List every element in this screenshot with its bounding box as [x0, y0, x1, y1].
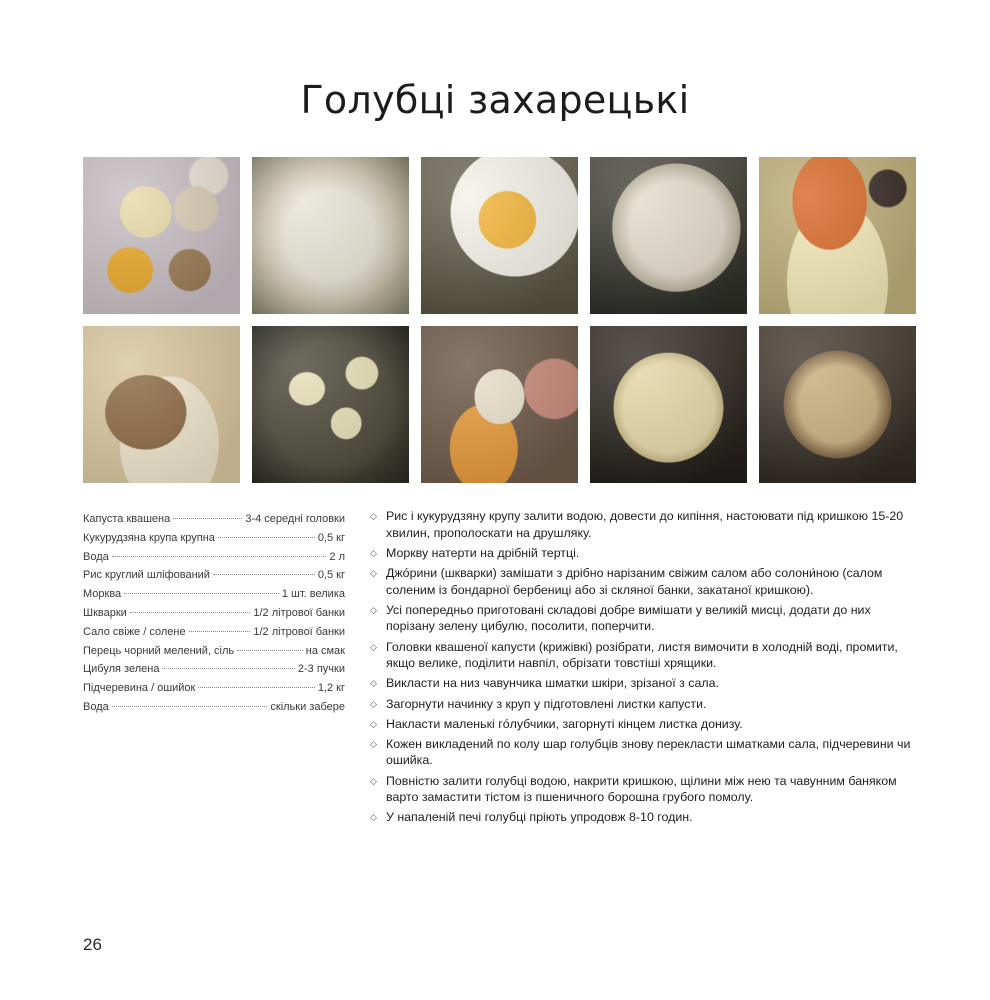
page-title: Голубці захарецькі — [300, 78, 690, 122]
diamond-bullet-icon: ◇ — [370, 775, 377, 786]
photo-corn-grits — [421, 157, 578, 314]
instruction-step — [370, 736, 918, 769]
ingredient-row — [83, 623, 345, 642]
dot-leader — [218, 537, 315, 538]
photo-baked-rolls — [759, 326, 916, 483]
ingredient-quantity: 2 л — [329, 550, 345, 563]
diamond-bullet-icon: ◇ — [370, 511, 377, 521]
instruction-step — [370, 639, 918, 672]
page-number: 26 — [83, 935, 102, 954]
instruction-text: Накласти маленькі гóлубчики, загорнуті кінцем листка донизу. — [386, 716, 743, 731]
ingredient-quantity: 2-3 пучки — [297, 663, 345, 676]
instruction-step — [370, 675, 918, 692]
instruction-step — [370, 565, 918, 598]
instruction-step — [370, 773, 918, 806]
ingredient-quantity: 1 шт. велика — [281, 588, 345, 601]
ingredient-quantity: 0,5 кг — [317, 531, 345, 544]
ingredient-name: Підчеревина / ошийок — [83, 682, 196, 695]
ingredient-row — [83, 660, 345, 679]
ingredient-quantity: на смак — [305, 644, 345, 657]
dot-leader — [189, 631, 251, 632]
instruction-text: Рис і кукурудзяну крупу залити водою, довести до кипіння, настоювати під кришкою 15-20 хвилин, прополоскати на друшляку. — [386, 509, 904, 540]
photo-wrapping-rolls — [421, 326, 578, 483]
photo-pouring-rice — [590, 157, 747, 314]
instructions-list — [370, 508, 918, 830]
dot-leader — [124, 593, 279, 594]
instruction-text: Усі попередньо приготовані складові добре вимішати у великій мисці, додати до них порізану зелену цибулю, посолити, поперчити. — [386, 602, 871, 634]
instruction-step — [370, 696, 918, 713]
instruction-text: Викласти на низ чавунчика шматки шкіри, зрізаної з сала. — [386, 676, 719, 691]
ingredient-name: Шкварки — [83, 606, 127, 619]
dot-leader — [173, 518, 242, 519]
ingredient-row — [83, 529, 345, 548]
ingredient-name: Сало свіже / солене — [83, 625, 186, 638]
ingredient-quantity: 1,2 кг — [317, 682, 345, 695]
dot-leader — [198, 687, 314, 688]
instruction-step — [370, 545, 918, 562]
instruction-text: У напаленій печі голубці пріють упродовж 8-10 годин. — [386, 810, 693, 825]
ingredient-name: Капуста квашена — [83, 513, 171, 525]
dot-leader — [237, 650, 303, 651]
ingredient-name: Рис круглий шліфований — [83, 569, 210, 582]
dot-leader — [112, 556, 327, 557]
dot-leader — [112, 706, 268, 707]
photo-cabbage-leaves — [252, 157, 409, 314]
photo-rolls-arranged-in-circle — [590, 326, 747, 483]
ingredient-row — [83, 548, 345, 567]
diamond-bullet-icon: ◇ — [370, 738, 377, 749]
instruction-step — [370, 716, 918, 733]
photo-mixing-filling — [83, 326, 240, 483]
ingredient-row — [83, 585, 345, 604]
diamond-bullet-icon: ◇ — [370, 567, 377, 578]
diamond-bullet-icon: ◇ — [370, 718, 377, 729]
ingredient-name: Перець чорний мелений, сіль — [83, 644, 235, 657]
instruction-text: Повністю залити голубці водою, накрити кришкою, щілини між нею та чавунним баняком варто замастити тістом із пшеничного борошна грубого помолу. — [386, 773, 897, 805]
diamond-bullet-icon: ◇ — [370, 641, 377, 652]
photo-carrot-and-cracklings — [759, 157, 916, 314]
ingredient-quantity: скільки забере — [270, 700, 345, 713]
photo-ingredients-platter — [83, 157, 240, 314]
ingredient-row — [83, 510, 345, 529]
photo-fat-slices-in-pot — [252, 326, 409, 483]
ingredient-quantity: 3-4 середні головки — [245, 513, 345, 525]
instruction-text: Кожен викладений по колу шар голубців знову перекласти шматками сала, підчеревини чи ошийка. — [386, 736, 911, 768]
ingredient-name: Кукурудзяна крупа крупна — [83, 531, 215, 544]
ingredients-list — [83, 510, 345, 717]
photo-grid — [83, 157, 916, 455]
ingredient-row — [83, 642, 345, 661]
ingredient-row — [83, 566, 345, 585]
ingredient-name: Вода — [83, 700, 109, 713]
dot-leader — [213, 574, 315, 575]
diamond-bullet-icon: ◇ — [370, 547, 377, 558]
instruction-text: Головки квашеної капусти (крижівкі) розібрати, листя вимочити в холодній воді, промити, якщо велике, поділити навпіл, обрізати товстіші хрящики. — [386, 639, 898, 671]
dot-leader — [130, 612, 251, 613]
ingredient-name: Цибуля зелена — [83, 663, 160, 676]
instruction-step — [370, 602, 918, 635]
dot-leader — [162, 668, 294, 669]
ingredient-name: Вода — [83, 550, 109, 563]
diamond-bullet-icon: ◇ — [370, 604, 377, 615]
diamond-bullet-icon: ◇ — [370, 698, 377, 709]
ingredient-quantity: 0,5 кг — [317, 569, 345, 582]
instruction-step — [370, 809, 918, 826]
instruction-text: Джóрини (шкварки) замішати з дрібно нарізаним свіжим салом або солони́ною (салом соленим із бондарної бербениці або зі скляної банки, закатаної кришкою). — [386, 565, 883, 597]
instruction-step — [370, 508, 918, 541]
diamond-bullet-icon: ◇ — [370, 812, 377, 823]
ingredient-row — [83, 698, 345, 717]
instruction-text: Моркву натерти на дрібній тертці. — [386, 545, 580, 560]
instruction-text: Загорнути начинку з круп у підготовлені листки капусти. — [386, 696, 707, 711]
ingredient-row — [83, 679, 345, 698]
ingredient-row — [83, 604, 345, 623]
ingredient-quantity: 1/2 літрової банки — [253, 625, 345, 638]
ingredient-quantity: 1/2 літрової банки — [253, 606, 345, 619]
diamond-bullet-icon: ◇ — [370, 678, 377, 689]
ingredient-name: Морква — [83, 588, 122, 601]
